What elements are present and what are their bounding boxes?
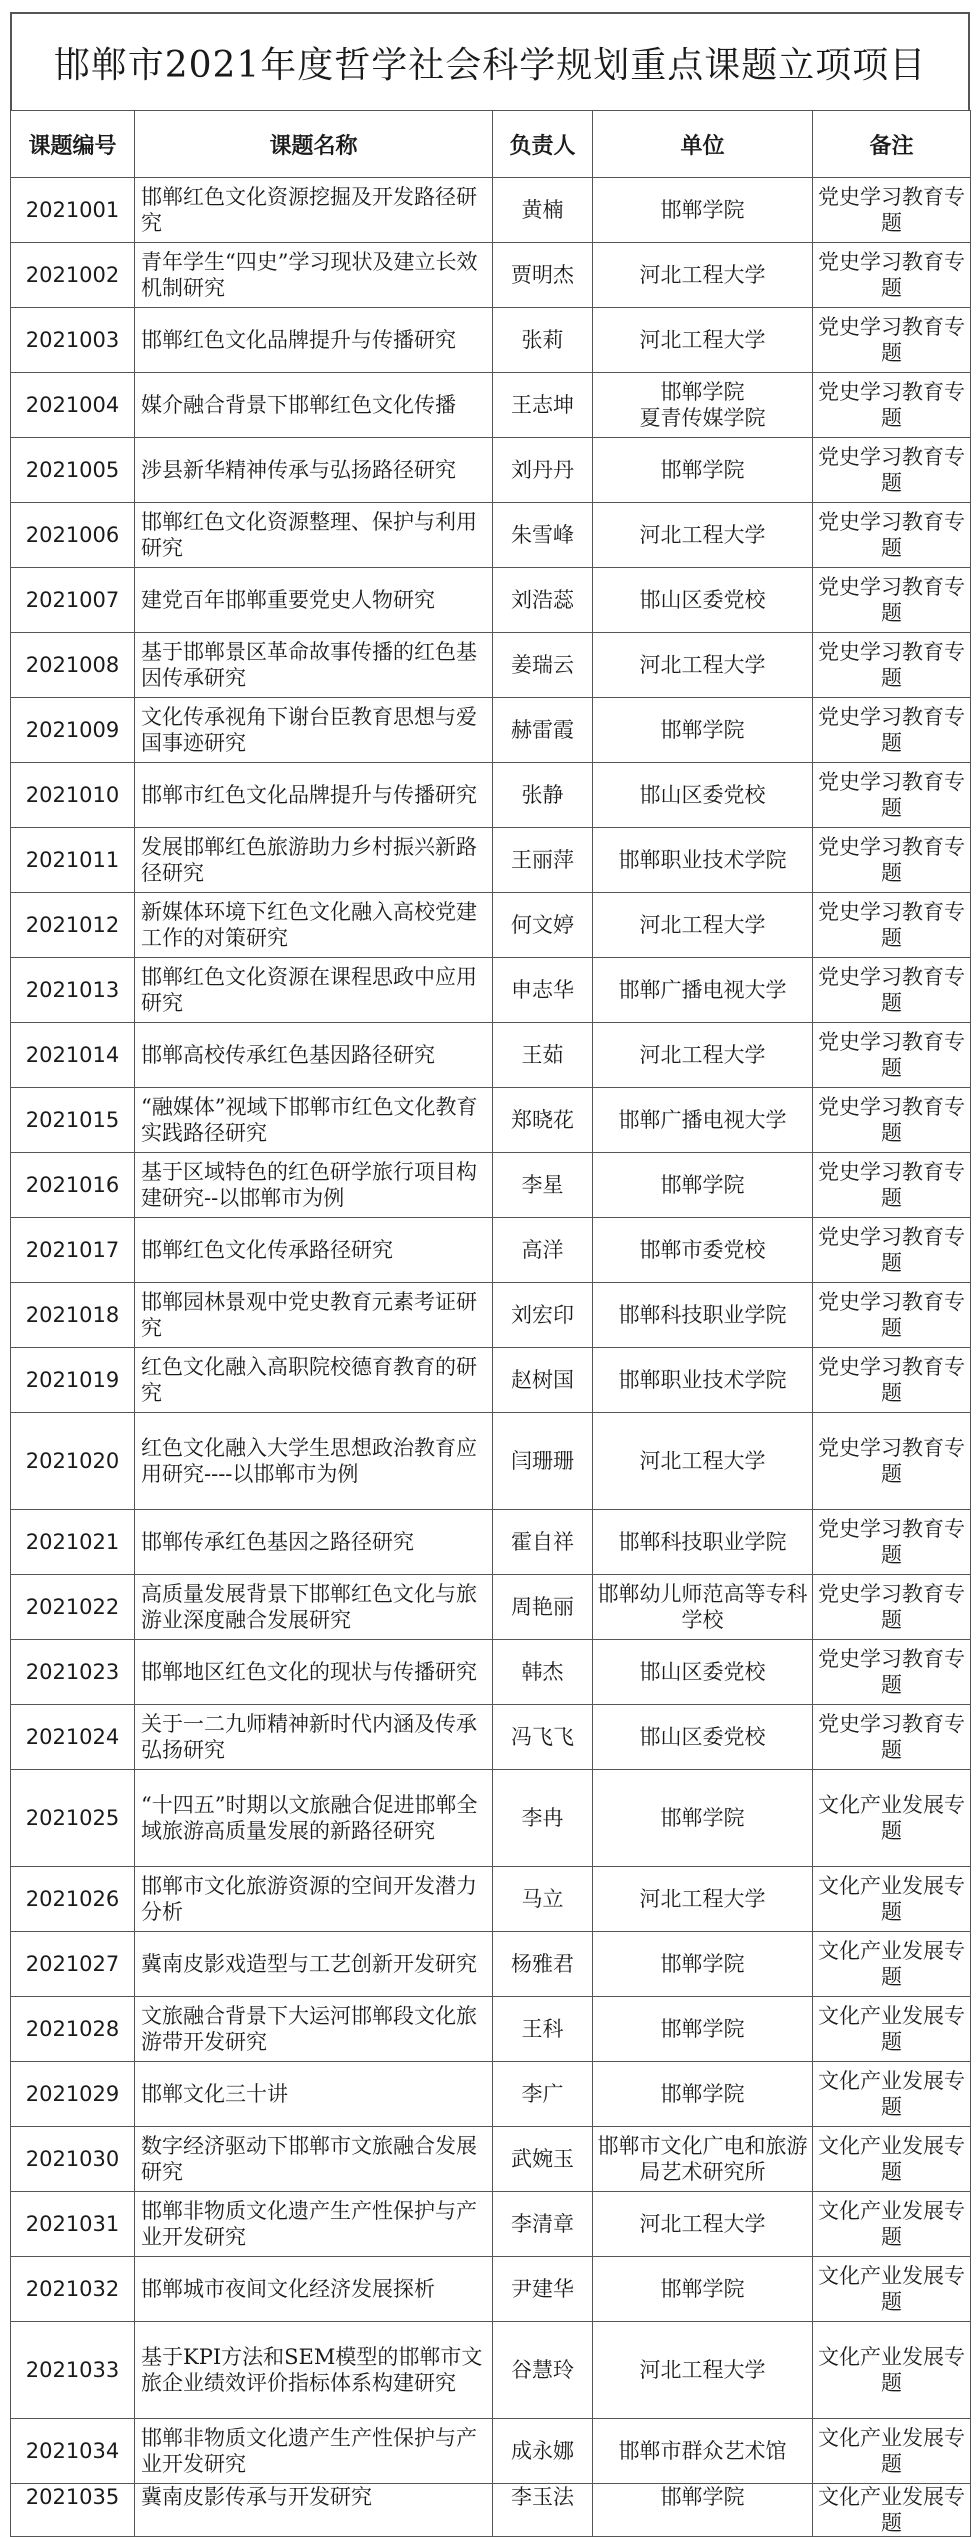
cell-project-name: 关于一二九师精神新时代内涵及传承弘扬研究 — [135, 1705, 493, 1770]
cell-leader: 赫雷霞 — [493, 698, 593, 763]
cell-code: 2021005 — [11, 438, 135, 503]
cell-unit: 邯郸科技职业学院 — [593, 1510, 813, 1575]
cell-project-name: 邯郸高校传承红色基因路径研究 — [135, 1023, 493, 1088]
cell-leader: 刘浩蕊 — [493, 568, 593, 633]
cell-note: 党史学习教育专题 — [813, 503, 971, 568]
cell-leader: 李玉法 — [493, 2484, 593, 2537]
cell-project-name: 邯郸非物质文化遗产生产性保护与产业开发研究 — [135, 2192, 493, 2257]
document-sheet — [10, 12, 970, 2537]
table-row — [11, 2192, 971, 2257]
cell-note: 文化产业发展专题 — [813, 2484, 971, 2537]
cell-code: 2021014 — [11, 1023, 135, 1088]
cell-unit: 邯郸学院 夏青传媒学院 — [593, 373, 813, 438]
cell-code: 2021026 — [11, 1867, 135, 1932]
cell-unit: 邯郸职业技术学院 — [593, 1348, 813, 1413]
table-row — [11, 1023, 971, 1088]
cell-code: 2021028 — [11, 1997, 135, 2062]
cell-code: 2021017 — [11, 1218, 135, 1283]
table-row — [11, 1088, 971, 1153]
table-row — [11, 1510, 971, 1575]
cell-leader: 杨雅君 — [493, 1932, 593, 1997]
table-row — [11, 958, 971, 1023]
cell-leader: 申志华 — [493, 958, 593, 1023]
cell-project-name: 邯郸红色文化资源在课程思政中应用研究 — [135, 958, 493, 1023]
cell-leader: 朱雪峰 — [493, 503, 593, 568]
cell-code: 2021009 — [11, 698, 135, 763]
cell-code: 2021027 — [11, 1932, 135, 1997]
cell-unit: 邯郸学院 — [593, 1932, 813, 1997]
cell-note: 党史学习教育专题 — [813, 1640, 971, 1705]
header-code: 课题编号 — [11, 111, 135, 178]
table-row — [11, 633, 971, 698]
table-body — [11, 178, 971, 2537]
cell-unit: 邯郸学院 — [593, 1153, 813, 1218]
project-table — [10, 110, 971, 2537]
cell-note: 文化产业发展专题 — [813, 2127, 971, 2192]
cell-note: 党史学习教育专题 — [813, 1575, 971, 1640]
cell-leader: 李冉 — [493, 1770, 593, 1867]
cell-unit: 河北工程大学 — [593, 2322, 813, 2419]
cell-unit: 邯郸幼儿师范高等专科学校 — [593, 1575, 813, 1640]
cell-unit: 邯郸学院 — [593, 2062, 813, 2127]
cell-project-name: 邯郸园林景观中党史教育元素考证研究 — [135, 1283, 493, 1348]
cell-code: 2021004 — [11, 373, 135, 438]
cell-note: 党史学习教育专题 — [813, 1413, 971, 1510]
cell-note: 党史学习教育专题 — [813, 373, 971, 438]
table-row — [11, 1413, 971, 1510]
table-row — [11, 1997, 971, 2062]
cell-code: 2021011 — [11, 828, 135, 893]
table-row — [11, 308, 971, 373]
cell-project-name: 建党百年邯郸重要党史人物研究 — [135, 568, 493, 633]
cell-leader: 张静 — [493, 763, 593, 828]
table-row — [11, 503, 971, 568]
cell-leader: 王丽萍 — [493, 828, 593, 893]
cell-code: 2021031 — [11, 2192, 135, 2257]
cell-code: 2021019 — [11, 1348, 135, 1413]
cell-leader: 尹建华 — [493, 2257, 593, 2322]
cell-note: 文化产业发展专题 — [813, 1932, 971, 1997]
table-row — [11, 2257, 971, 2322]
cell-project-name: 数字经济驱动下邯郸市文旅融合发展研究 — [135, 2127, 493, 2192]
cell-code: 2021023 — [11, 1640, 135, 1705]
cell-unit: 河北工程大学 — [593, 503, 813, 568]
cell-note: 文化产业发展专题 — [813, 2257, 971, 2322]
cell-note: 文化产业发展专题 — [813, 2419, 971, 2484]
cell-code: 2021001 — [11, 178, 135, 243]
table-row — [11, 763, 971, 828]
table-row — [11, 1867, 971, 1932]
cell-code: 2021021 — [11, 1510, 135, 1575]
header-unit: 单位 — [593, 111, 813, 178]
cell-note: 党史学习教育专题 — [813, 1153, 971, 1218]
cell-note: 党史学习教育专题 — [813, 438, 971, 503]
table-row — [11, 1153, 971, 1218]
cell-project-name: 邯郸市红色文化品牌提升与传播研究 — [135, 763, 493, 828]
table-row — [11, 1640, 971, 1705]
cell-project-name: 邯郸红色文化传承路径研究 — [135, 1218, 493, 1283]
cell-code: 2021032 — [11, 2257, 135, 2322]
cell-code: 2021034 — [11, 2419, 135, 2484]
cell-project-name: 高质量发展背景下邯郸红色文化与旅游业深度融合发展研究 — [135, 1575, 493, 1640]
cell-leader: 李星 — [493, 1153, 593, 1218]
cell-leader: 郑晓花 — [493, 1088, 593, 1153]
table-row — [11, 1283, 971, 1348]
cell-code: 2021022 — [11, 1575, 135, 1640]
cell-note: 党史学习教育专题 — [813, 308, 971, 373]
cell-project-name: 红色文化融入高职院校德育教育的研究 — [135, 1348, 493, 1413]
cell-unit: 邯山区委党校 — [593, 568, 813, 633]
cell-project-name: “融媒体”视域下邯郸市红色文化教育实践路径研究 — [135, 1088, 493, 1153]
cell-leader: 何文婷 — [493, 893, 593, 958]
cell-leader: 李清章 — [493, 2192, 593, 2257]
cell-note: 文化产业发展专题 — [813, 2062, 971, 2127]
cell-code: 2021006 — [11, 503, 135, 568]
cell-leader: 李广 — [493, 2062, 593, 2127]
cell-code: 2021016 — [11, 1153, 135, 1218]
cell-project-name: 邯郸非物质文化遗产生产性保护与产业开发研究 — [135, 2419, 493, 2484]
cell-leader: 闫珊珊 — [493, 1413, 593, 1510]
cell-unit: 河北工程大学 — [593, 308, 813, 373]
cell-code: 2021002 — [11, 243, 135, 308]
cell-project-name: 基于邯郸景区革命故事传播的红色基因传承研究 — [135, 633, 493, 698]
cell-note: 党史学习教育专题 — [813, 178, 971, 243]
cell-leader: 成永娜 — [493, 2419, 593, 2484]
cell-unit: 邯郸科技职业学院 — [593, 1283, 813, 1348]
cell-note: 文化产业发展专题 — [813, 2192, 971, 2257]
table-row — [11, 893, 971, 958]
cell-unit: 邯郸广播电视大学 — [593, 1088, 813, 1153]
cell-unit: 邯郸学院 — [593, 698, 813, 763]
cell-leader: 张莉 — [493, 308, 593, 373]
cell-code: 2021030 — [11, 2127, 135, 2192]
cell-code: 2021035 — [11, 2484, 135, 2537]
cell-unit: 邯郸学院 — [593, 438, 813, 503]
cell-leader: 黄楠 — [493, 178, 593, 243]
table-row — [11, 2484, 971, 2537]
cell-note: 党史学习教育专题 — [813, 1510, 971, 1575]
cell-project-name: 文旅融合背景下大运河邯郸段文化旅游带开发研究 — [135, 1997, 493, 2062]
cell-project-name: 邯郸文化三十讲 — [135, 2062, 493, 2127]
cell-code: 2021015 — [11, 1088, 135, 1153]
table-row — [11, 1705, 971, 1770]
cell-note: 党史学习教育专题 — [813, 958, 971, 1023]
table-row — [11, 2322, 971, 2419]
cell-note: 党史学习教育专题 — [813, 243, 971, 308]
cell-project-name: 邯郸传承红色基因之路径研究 — [135, 1510, 493, 1575]
cell-note: 党史学习教育专题 — [813, 1283, 971, 1348]
cell-project-name: 红色文化融入大学生思想政治教育应用研究----以邯郸市为例 — [135, 1413, 493, 1510]
cell-code: 2021003 — [11, 308, 135, 373]
table-row — [11, 178, 971, 243]
cell-note: 党史学习教育专题 — [813, 1705, 971, 1770]
cell-code: 2021010 — [11, 763, 135, 828]
cell-project-name: 邯郸城市夜间文化经济发展探析 — [135, 2257, 493, 2322]
cell-note: 文化产业发展专题 — [813, 1867, 971, 1932]
table-row — [11, 2419, 971, 2484]
cell-code: 2021008 — [11, 633, 135, 698]
header-note: 备注 — [813, 111, 971, 178]
cell-unit: 邯山区委党校 — [593, 1640, 813, 1705]
cell-leader: 马立 — [493, 1867, 593, 1932]
cell-leader: 王科 — [493, 1997, 593, 2062]
cell-project-name: 冀南皮影传承与开发研究 — [135, 2484, 493, 2537]
cell-unit: 河北工程大学 — [593, 1023, 813, 1088]
cell-code: 2021018 — [11, 1283, 135, 1348]
cell-project-name: 媒介融合背景下邯郸红色文化传播 — [135, 373, 493, 438]
cell-note: 党史学习教育专题 — [813, 1023, 971, 1088]
cell-unit: 河北工程大学 — [593, 1867, 813, 1932]
cell-project-name: 邯郸红色文化资源整理、保护与利用研究 — [135, 503, 493, 568]
table-row — [11, 1348, 971, 1413]
cell-unit: 邯郸市群众艺术馆 — [593, 2419, 813, 2484]
cell-project-name: 涉县新华精神传承与弘扬路径研究 — [135, 438, 493, 503]
cell-unit: 邯郸市委党校 — [593, 1218, 813, 1283]
cell-code: 2021020 — [11, 1413, 135, 1510]
page-title: 邯郸市2021年度哲学社会科学规划重点课题立项项目 — [10, 12, 970, 110]
cell-leader: 赵树国 — [493, 1348, 593, 1413]
header-leader: 负责人 — [493, 111, 593, 178]
table-row — [11, 2062, 971, 2127]
table-row — [11, 568, 971, 633]
cell-note: 党史学习教育专题 — [813, 1088, 971, 1153]
cell-code: 2021033 — [11, 2322, 135, 2419]
cell-leader: 冯飞飞 — [493, 1705, 593, 1770]
cell-code: 2021007 — [11, 568, 135, 633]
cell-project-name: 邯郸红色文化资源挖掘及开发路径研究 — [135, 178, 493, 243]
cell-leader: 周艳丽 — [493, 1575, 593, 1640]
cell-project-name: 文化传承视角下谢台臣教育思想与爱国事迹研究 — [135, 698, 493, 763]
table-row — [11, 1932, 971, 1997]
cell-project-name: 邯郸市文化旅游资源的空间开发潜力分析 — [135, 1867, 493, 1932]
cell-project-name: 冀南皮影戏造型与工艺创新开发研究 — [135, 1932, 493, 1997]
table-row — [11, 828, 971, 893]
table-row — [11, 438, 971, 503]
cell-leader: 谷慧玲 — [493, 2322, 593, 2419]
cell-note: 党史学习教育专题 — [813, 763, 971, 828]
cell-code: 2021029 — [11, 2062, 135, 2127]
cell-code: 2021012 — [11, 893, 135, 958]
cell-unit: 河北工程大学 — [593, 1413, 813, 1510]
cell-unit: 邯郸学院 — [593, 2484, 813, 2537]
cell-leader: 王茹 — [493, 1023, 593, 1088]
cell-unit: 邯郸广播电视大学 — [593, 958, 813, 1023]
cell-unit: 河北工程大学 — [593, 893, 813, 958]
cell-note: 文化产业发展专题 — [813, 1997, 971, 2062]
table-row — [11, 1770, 971, 1867]
cell-note: 党史学习教育专题 — [813, 893, 971, 958]
cell-project-name: 新媒体环境下红色文化融入高校党建工作的对策研究 — [135, 893, 493, 958]
table-row — [11, 243, 971, 308]
cell-note: 党史学习教育专题 — [813, 1348, 971, 1413]
cell-unit: 邯郸职业技术学院 — [593, 828, 813, 893]
cell-leader: 霍自祥 — [493, 1510, 593, 1575]
table-row — [11, 1218, 971, 1283]
cell-leader: 王志坤 — [493, 373, 593, 438]
cell-project-name: 发展邯郸红色旅游助力乡村振兴新路径研究 — [135, 828, 493, 893]
cell-unit: 邯郸学院 — [593, 2257, 813, 2322]
header-name: 课题名称 — [135, 111, 493, 178]
cell-leader: 刘丹丹 — [493, 438, 593, 503]
cell-unit: 邯山区委党校 — [593, 763, 813, 828]
cell-code: 2021024 — [11, 1705, 135, 1770]
cell-unit: 河北工程大学 — [593, 243, 813, 308]
cell-leader: 贾明杰 — [493, 243, 593, 308]
cell-unit: 邯郸学院 — [593, 1770, 813, 1867]
cell-project-name: 基于KPI方法和SEM模型的邯郸市文旅企业绩效评价指标体系构建研究 — [135, 2322, 493, 2419]
cell-code: 2021013 — [11, 958, 135, 1023]
cell-leader: 姜瑞云 — [493, 633, 593, 698]
cell-note: 党史学习教育专题 — [813, 568, 971, 633]
cell-note: 文化产业发展专题 — [813, 1770, 971, 1867]
cell-unit: 河北工程大学 — [593, 633, 813, 698]
cell-project-name: 基于区域特色的红色研学旅行项目构建研究--以邯郸市为例 — [135, 1153, 493, 1218]
cell-unit: 邯郸市文化广电和旅游局艺术研究所 — [593, 2127, 813, 2192]
table-row — [11, 373, 971, 438]
cell-unit: 邯山区委党校 — [593, 1705, 813, 1770]
table-header-row — [11, 111, 971, 178]
cell-project-name: 邯郸红色文化品牌提升与传播研究 — [135, 308, 493, 373]
cell-code: 2021025 — [11, 1770, 135, 1867]
cell-unit: 邯郸学院 — [593, 1997, 813, 2062]
cell-project-name: 邯郸地区红色文化的现状与传播研究 — [135, 1640, 493, 1705]
cell-leader: 武婉玉 — [493, 2127, 593, 2192]
table-row — [11, 2127, 971, 2192]
cell-leader: 刘宏印 — [493, 1283, 593, 1348]
cell-leader: 高洋 — [493, 1218, 593, 1283]
cell-unit: 邯郸学院 — [593, 178, 813, 243]
table-row — [11, 698, 971, 763]
cell-project-name: 青年学生“四史”学习现状及建立长效机制研究 — [135, 243, 493, 308]
cell-note: 党史学习教育专题 — [813, 1218, 971, 1283]
table-row — [11, 1575, 971, 1640]
cell-leader: 韩杰 — [493, 1640, 593, 1705]
cell-note: 党史学习教育专题 — [813, 633, 971, 698]
cell-project-name: “十四五”时期以文旅融合促进邯郸全域旅游高质量发展的新路径研究 — [135, 1770, 493, 1867]
cell-unit: 河北工程大学 — [593, 2192, 813, 2257]
cell-note: 文化产业发展专题 — [813, 2322, 971, 2419]
cell-note: 党史学习教育专题 — [813, 698, 971, 763]
cell-note: 党史学习教育专题 — [813, 828, 971, 893]
